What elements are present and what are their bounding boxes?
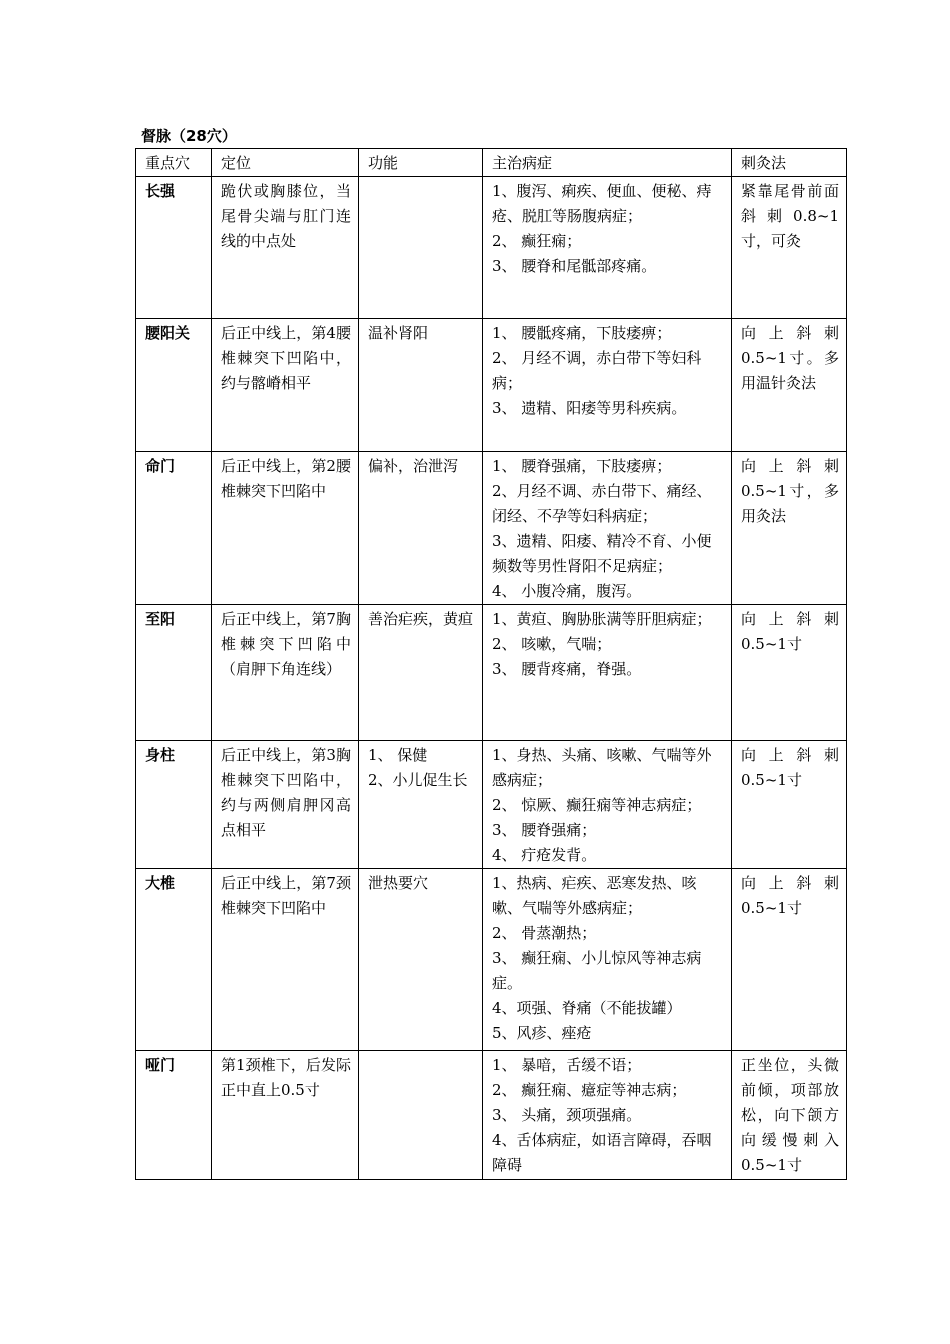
indication-item: 2、 咳嗽，气喘； [492, 635, 612, 653]
indication-item: 1、热病、疟疾、恶寒发热、咳嗽、气喘等外感病症； [492, 874, 697, 917]
indication-item: 2、 骨蒸潮热； [492, 924, 597, 942]
point-indications [483, 605, 732, 741]
table-header-row [136, 149, 847, 177]
indication-item: 4、舌体病症，如语言障碍，吞咽障碍 [492, 1131, 712, 1174]
point-location: 后正中线上，第7颈椎棘突下凹陷中 [212, 869, 359, 1051]
table-row [136, 1051, 847, 1180]
point-indications [483, 452, 732, 605]
point-function: 偏补，治泄泻 [359, 452, 483, 605]
point-location: 后正中线上，第4腰椎棘突下凹陷中，约与髂嵴相平 [212, 319, 359, 452]
header-key-point: 重点穴 [136, 149, 212, 177]
indication-item: 3、 遗精、阳痿等男科疾病。 [492, 399, 687, 417]
table-row [136, 605, 847, 741]
point-method: 向上斜刺0.5~1寸。多用温针灸法 [732, 319, 847, 452]
indication-item: 1、身热、头痛、咳嗽、气喘等外感病症； [492, 746, 712, 789]
point-location: 后正中线上，第3胸椎棘突下凹陷中，约与两侧肩胛冈高点相平 [212, 741, 359, 869]
table-row [136, 452, 847, 605]
point-function [359, 177, 483, 319]
indication-item: 1、 暴喑，舌缓不语； [492, 1056, 642, 1074]
indication-item: 4、 小腹冷痛，腹泻。 [492, 582, 642, 600]
point-method: 向上斜刺0.5~1寸 [732, 605, 847, 741]
point-location: 跪伏或胸膝位，当尾骨尖端与肛门连线的中点处 [212, 177, 359, 319]
indication-item: 3、遗精、阳痿、精冷不育、小便频数等男性肾阳不足病症； [492, 532, 712, 575]
function-item: 2、小儿促生长 [368, 771, 468, 789]
point-indications [483, 741, 732, 869]
indication-item: 2、月经不调、赤白带下、痛经、闭经、不孕等妇科病症； [492, 482, 712, 525]
table-row [136, 177, 847, 319]
indication-item: 3、 癫狂痫、小儿惊风等神志病症。 [492, 949, 702, 992]
point-location: 第1颈椎下，后发际正中直上0.5寸 [212, 1051, 359, 1180]
indication-item: 4、 疔疮发背。 [492, 846, 597, 864]
point-name: 命门 [136, 452, 212, 605]
point-name: 大椎 [136, 869, 212, 1051]
table-row [136, 741, 847, 869]
indication-item: 3、 腰脊强痛； [492, 821, 597, 839]
indication-item: 2、 惊厥、癫狂痫等神志病症； [492, 796, 702, 814]
indication-item: 2、 月经不调，赤白带下等妇科病； [492, 349, 702, 392]
point-method: 紧靠尾骨前面斜刺0.8~1寸，可灸 [732, 177, 847, 319]
indication-item: 2、 癫狂痫； [492, 232, 582, 250]
header-method: 刺灸法 [732, 149, 847, 177]
point-name: 腰阳关 [136, 319, 212, 452]
indication-item: 4、项强、脊痛（不能拔罐） [492, 999, 682, 1017]
point-indications [483, 1051, 732, 1180]
indication-item: 2、 癫狂痫、癔症等神志病； [492, 1081, 687, 1099]
point-method: 向上斜刺0.5~1寸 [732, 741, 847, 869]
indication-item: 1、腹泻、痢疾、便血、便秘、痔疮、脱肛等肠腹病症； [492, 182, 712, 225]
point-function [359, 1051, 483, 1180]
acupoint-table [135, 148, 847, 1180]
point-name: 长强 [136, 177, 212, 319]
indication-item: 3、 腰背疼痛，脊强。 [492, 660, 642, 678]
point-method: 向上斜刺0.5~1寸 [732, 869, 847, 1051]
header-indications: 主治病症 [483, 149, 732, 177]
point-method: 向上斜刺0.5~1寸，多用灸法 [732, 452, 847, 605]
point-indications [483, 319, 732, 452]
function-item: 1、 保健 [368, 746, 428, 764]
indication-item: 1、 腰脊强痛，下肢痿痹； [492, 457, 672, 475]
point-function: 温补肾阳 [359, 319, 483, 452]
point-name: 哑门 [136, 1051, 212, 1180]
indication-item: 1、 腰骶疼痛，下肢痿痹； [492, 324, 672, 342]
header-location: 定位 [212, 149, 359, 177]
point-location: 后正中线上，第2腰椎棘突下凹陷中 [212, 452, 359, 605]
point-method: 正坐位，头微前倾，项部放松，向下颌方向缓慢刺入0.5~1寸 [732, 1051, 847, 1180]
indication-item: 1、黄疸、胸胁胀满等肝胆病症； [492, 610, 712, 628]
point-name: 至阳 [136, 605, 212, 741]
point-function [359, 741, 483, 869]
point-function: 善治疟疾，黄疸 [359, 605, 483, 741]
indication-item: 5、风疹、痤疮 [492, 1024, 592, 1042]
point-indications [483, 177, 732, 319]
point-indications [483, 869, 732, 1051]
table-row [136, 319, 847, 452]
table-row [136, 869, 847, 1051]
header-function: 功能 [359, 149, 483, 177]
point-function: 泄热要穴 [359, 869, 483, 1051]
point-location: 后正中线上，第7胸椎棘突下凹陷中（肩胛下角连线） [212, 605, 359, 741]
indication-item: 3、 头痛，颈项强痛。 [492, 1106, 642, 1124]
point-name: 身柱 [136, 741, 212, 869]
indication-item: 3、 腰脊和尾骶部疼痛。 [492, 257, 657, 275]
page-title: 督脉（28穴） [141, 127, 237, 145]
